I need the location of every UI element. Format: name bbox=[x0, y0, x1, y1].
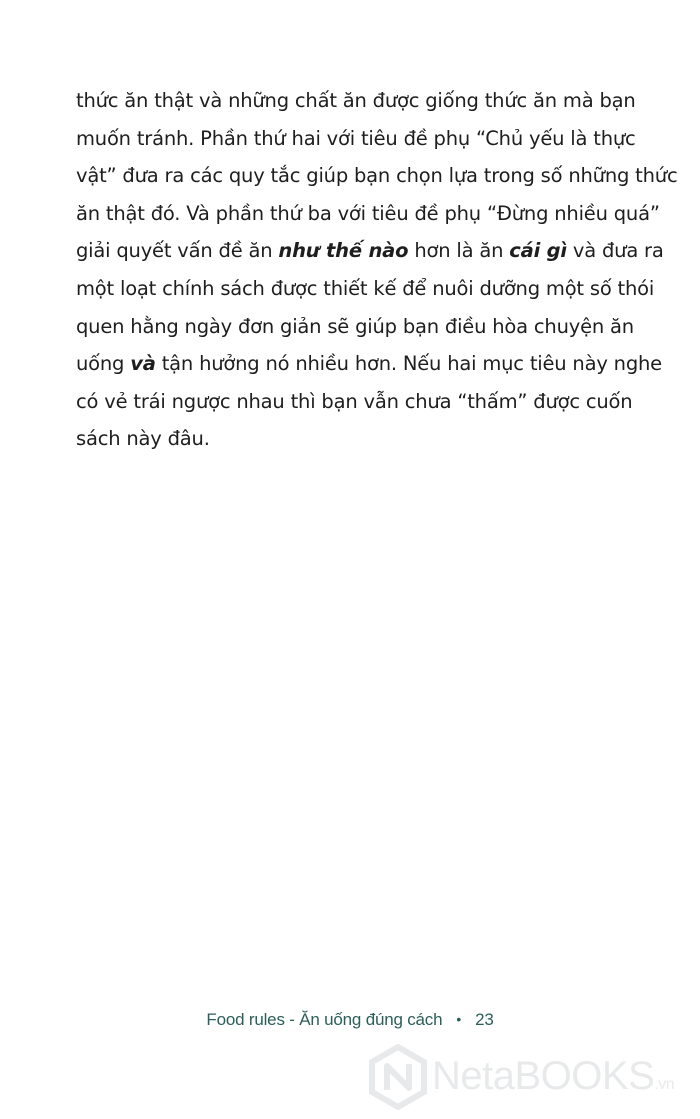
body-line-2: muốn tránh. Phần thứ hai với tiêu đề phụ “Chủ yếu là thực bbox=[76, 126, 636, 150]
page-footer bbox=[0, 1010, 700, 1030]
body-line-8 bbox=[76, 345, 662, 383]
emphasis-and: và bbox=[130, 352, 156, 376]
body-line-8-part-1: uống bbox=[76, 352, 131, 376]
body-line-1: thức ăn thật và những chất ăn được giống thức ăn mà bạn bbox=[76, 89, 636, 112]
body-line-7: quen hằng ngày đơn giản sẽ giúp bạn điều hòa chuyện ăn bbox=[76, 314, 634, 338]
body-line-8-part-3: tận hưởng nó nhiều hơn. Nếu hai mục tiêu này nghe bbox=[155, 352, 662, 376]
body-text bbox=[76, 82, 678, 458]
watermark bbox=[368, 1044, 698, 1114]
watermark-tld: .vn bbox=[654, 1076, 675, 1093]
body-line-5-part-5: và đưa ra bbox=[566, 239, 664, 263]
body-line-6: một loạt chính sách được thiết kế để nuôi dưỡng một số thói bbox=[76, 276, 655, 300]
body-line-5-part-3: hơn là ăn bbox=[408, 239, 510, 263]
body-line-5-part-1: giải quyết vấn đề ăn bbox=[76, 239, 279, 263]
watermark-logo-icon bbox=[368, 1044, 428, 1110]
watermark-brand: NetaBOOKS bbox=[432, 1054, 655, 1098]
footer-book-title: Food rules - Ăn uống đúng cách bbox=[206, 1010, 443, 1029]
body-line-5 bbox=[76, 232, 664, 270]
body-line-4: ăn thật đó. Và phần thứ ba với tiêu đề phụ “Đừng nhiều quá” bbox=[76, 201, 660, 225]
body-line-9: có vẻ trái ngược nhau thì bạn vẫn chưa “thấm” được cuốn bbox=[76, 389, 633, 413]
watermark-text bbox=[432, 1054, 674, 1099]
footer-separator: • bbox=[456, 1011, 462, 1027]
emphasis-what: cái gì bbox=[509, 239, 567, 263]
body-line-10: sách này đâu. bbox=[76, 427, 210, 451]
page-number: 23 bbox=[475, 1010, 494, 1029]
body-line-3: vật” đưa ra các quy tắc giúp bạn chọn lựa trong số những thức bbox=[76, 164, 678, 188]
emphasis-how: như thế nào bbox=[278, 239, 409, 263]
